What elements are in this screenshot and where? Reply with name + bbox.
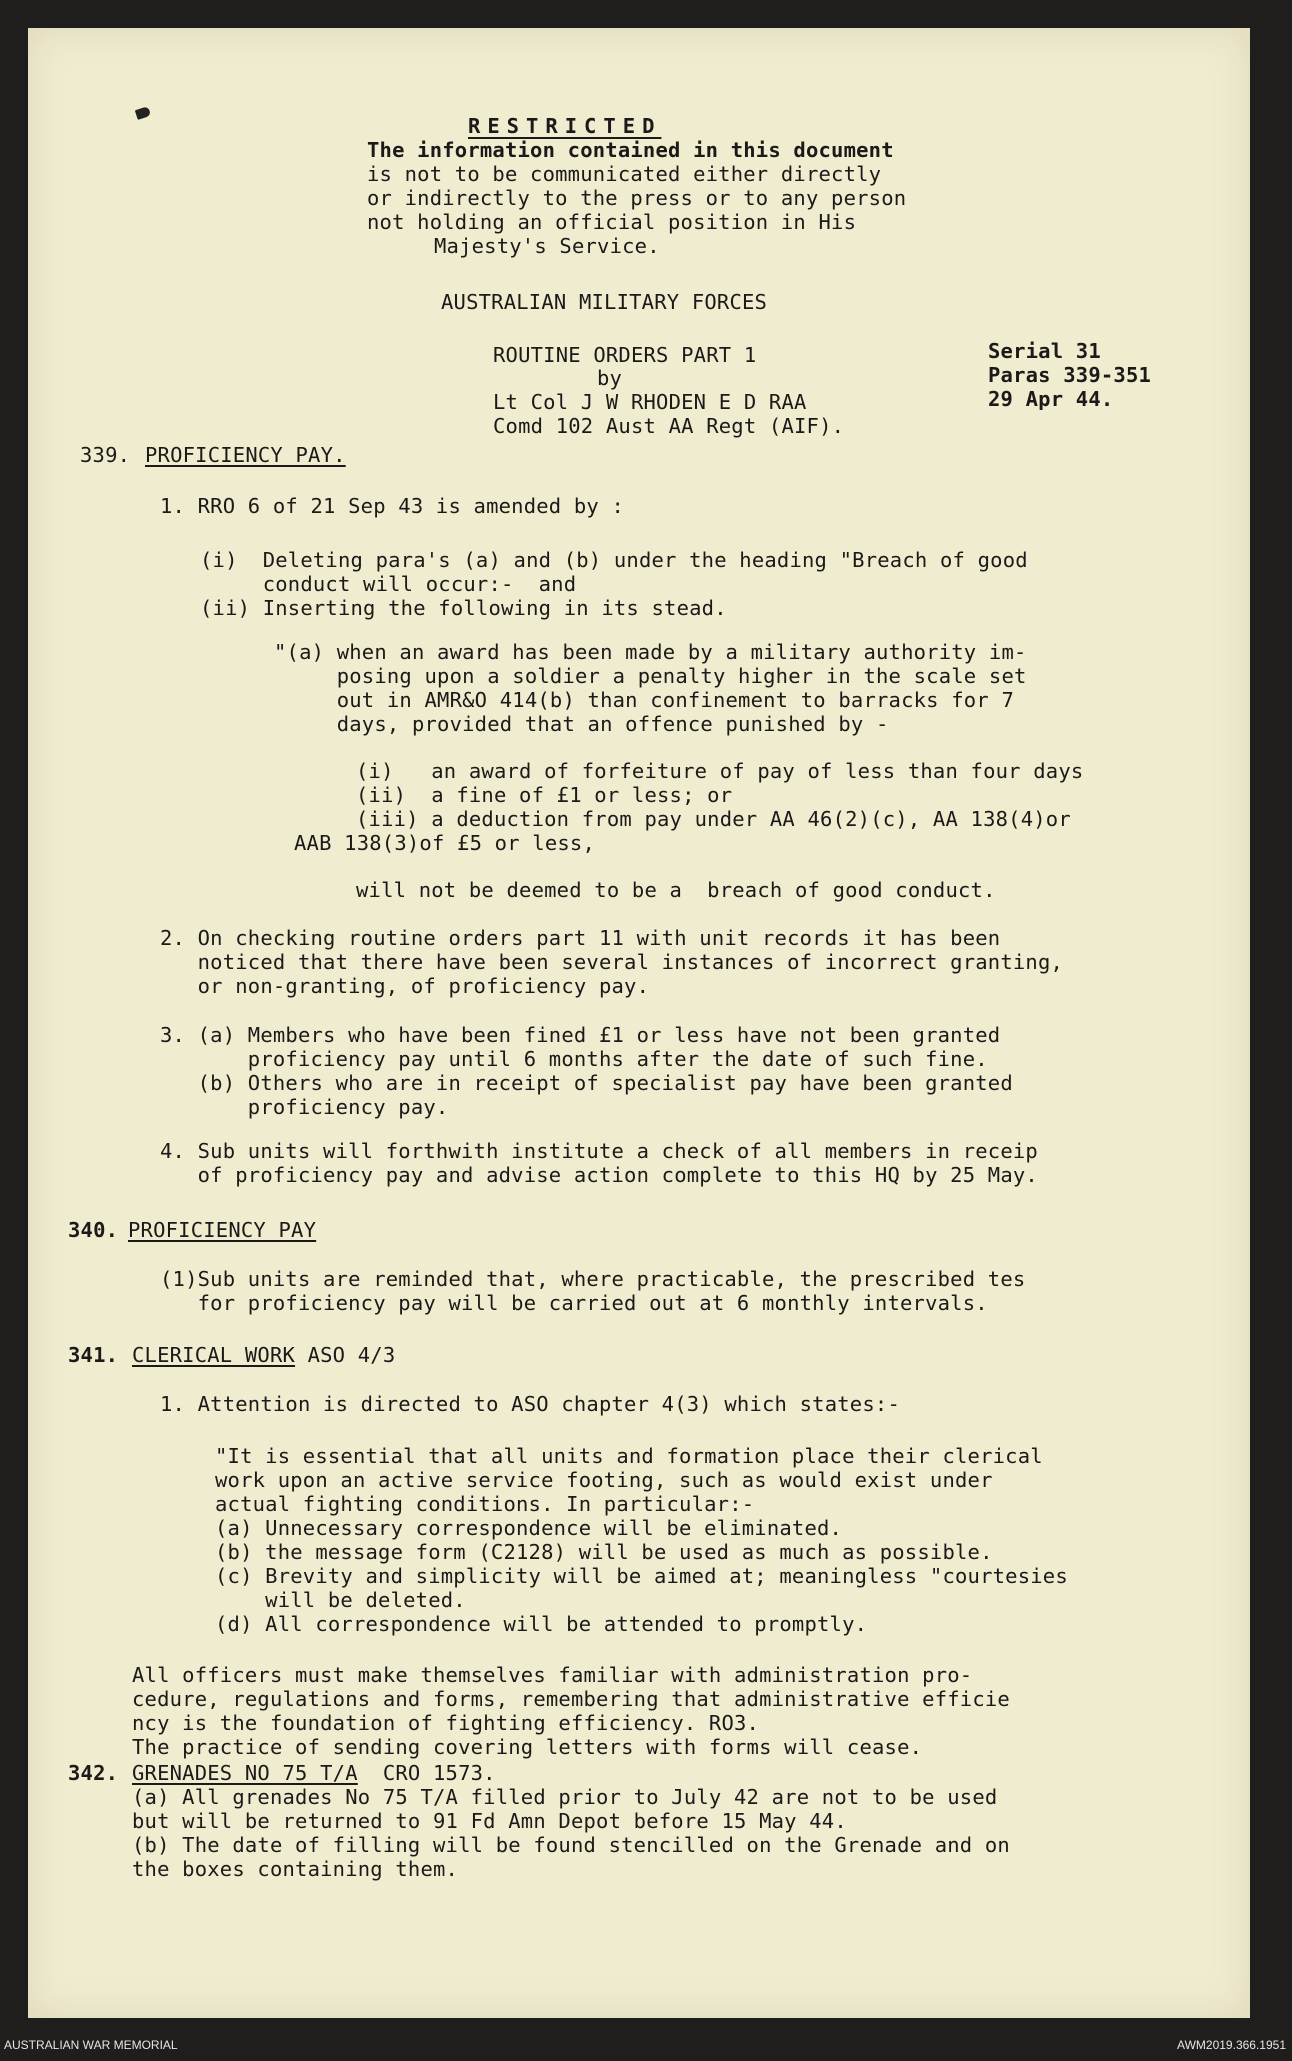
para-heading: GRENADES NO 75 T/A (132, 1761, 358, 1785)
para-line: AAB 138(3)of £5 or less, (294, 831, 596, 855)
orders-line: by (597, 366, 623, 390)
restricted-title: RESTRICTED (468, 114, 662, 138)
document-page (28, 28, 1250, 2018)
para-number: 342. (68, 1761, 119, 1785)
para-line: "(a) when an award has been made by a military authority im- (274, 640, 1027, 664)
orders-line: Lt Col J W RHODEN E D RAA (493, 390, 807, 414)
para-line: 2. On checking routine orders part 11 with unit records it has been (160, 926, 1001, 950)
para-heading: CLERICAL WORK (132, 1343, 296, 1367)
para-line: (i) Deleting para's (a) and (b) under the heading "Breach of good (200, 548, 1028, 572)
para-line: will be deleted. (215, 1588, 466, 1612)
para-line: (a) All grenades No 75 T/A filled prior to July 42 are not to be used (132, 1785, 998, 1809)
archive-footer (0, 2036, 1292, 2056)
para-heading-ref: CRO 1573. (357, 1761, 496, 1785)
para-line: noticed that there have been several instances of incorrect granting, (160, 950, 1064, 974)
para-heading-group (132, 1343, 395, 1367)
para-line: cedure, regulations and forms, remembering that administrative efficie (132, 1687, 1010, 1711)
orders-line: Comd 102 Aust AA Regt (AIF). (493, 414, 845, 438)
para-line: or non-granting, of proficiency pay. (160, 974, 650, 998)
paras-range: Paras 339-351 (988, 363, 1152, 387)
para-line: days, provided that an offence punished by - (274, 712, 889, 736)
notice-line: The information contained in this document (367, 138, 894, 162)
para-line: (b) the message form (C2128) will be used as much as possible. (215, 1540, 993, 1564)
para-line: (1)Sub units are reminded that, where practicable, the prescribed tes (160, 1267, 1026, 1291)
para-line: 1. Attention is directed to ASO chapter 4(3) which states:- (160, 1392, 900, 1416)
para-line: ncy is the foundation of fighting efficiency. RO3. (132, 1711, 760, 1735)
notice-line: Majesty's Service. (434, 234, 660, 258)
notice-line: is not to be communicated either directly (367, 162, 882, 186)
archive-reference: AWM2019.366.1951 (1177, 2038, 1286, 2052)
forces-heading: AUSTRALIAN MILITARY FORCES (441, 290, 768, 314)
para-line: but will be returned to 91 Fd Amn Depot before 15 May 44. (132, 1809, 847, 1833)
para-line: "It is essential that all units and formation place their clerical (215, 1444, 1043, 1468)
para-line: will not be deemed to be a breach of good conduct. (356, 878, 996, 902)
para-line: actual fighting conditions. In particular:- (215, 1492, 755, 1516)
para-line: proficiency pay. (160, 1095, 449, 1119)
para-line: proficiency pay until 6 months after the date of such fine. (160, 1047, 988, 1071)
para-line: (i) an award of forfeiture of pay of less than four days (356, 759, 1084, 783)
para-line: out in AMR&O 414(b) than confinement to barracks for 7 (274, 688, 1014, 712)
para-number: 340. (68, 1218, 119, 1242)
para-line: (d) All correspondence will be attended to promptly. (215, 1612, 868, 1636)
para-line: (a) Unnecessary correspondence will be eliminated. (215, 1516, 843, 1540)
para-line: The practice of sending covering letters with forms will cease. (132, 1735, 923, 1759)
notice-line: or indirectly to the press or to any person (367, 186, 907, 210)
serial-number: Serial 31 (988, 339, 1101, 363)
para-line: of proficiency pay and advise action complete to this HQ by 25 May. (160, 1163, 1038, 1187)
para-line: posing upon a soldier a penalty higher in the scale set (274, 664, 1027, 688)
para-heading-group (132, 1761, 496, 1785)
para-line: the boxes containing them. (132, 1857, 459, 1881)
order-date: 29 Apr 44. (988, 387, 1114, 411)
para-number: 341. (68, 1343, 119, 1367)
para-line: for proficiency pay will be carried out at 6 monthly intervals. (160, 1291, 988, 1315)
ink-mark (135, 106, 151, 120)
para-line: (iii) a deduction from pay under AA 46(2)(c), AA 138(4)or (356, 807, 1071, 831)
para-line: 4. Sub units will forthwith institute a check of all members in receip (160, 1139, 1038, 1163)
para-line: 3. (a) Members who have been fined £1 or less have not been granted (160, 1023, 1001, 1047)
para-line: 1. RRO 6 of 21 Sep 43 is amended by : (160, 494, 625, 518)
para-line: (c) Brevity and simplicity will be aimed at; meaningless "courtesies (215, 1564, 1068, 1588)
para-line: work upon an active service footing, such as would exist under (215, 1468, 993, 1492)
para-line: (b) Others who are in receipt of specialist pay have been granted (160, 1071, 1013, 1095)
para-heading: PROFICIENCY PAY (128, 1218, 317, 1242)
para-number: 339. (80, 443, 131, 467)
para-line: (ii) Inserting the following in its stead. (200, 596, 727, 620)
archive-credit: AUSTRALIAN WAR MEMORIAL (4, 2038, 178, 2052)
para-heading: PROFICIENCY PAY. (145, 443, 346, 467)
orders-line: ROUTINE ORDERS PART 1 (493, 343, 757, 367)
para-heading-ref: ASO 4/3 (295, 1343, 396, 1367)
para-line: conduct will occur:- and (200, 572, 577, 596)
para-line: All officers must make themselves familiar with administration pro- (132, 1663, 973, 1687)
notice-line: not holding an official position in His (367, 210, 857, 234)
para-line: (ii) a fine of £1 or less; or (356, 783, 733, 807)
para-line: (b) The date of filling will be found stencilled on the Grenade and on (132, 1833, 1010, 1857)
